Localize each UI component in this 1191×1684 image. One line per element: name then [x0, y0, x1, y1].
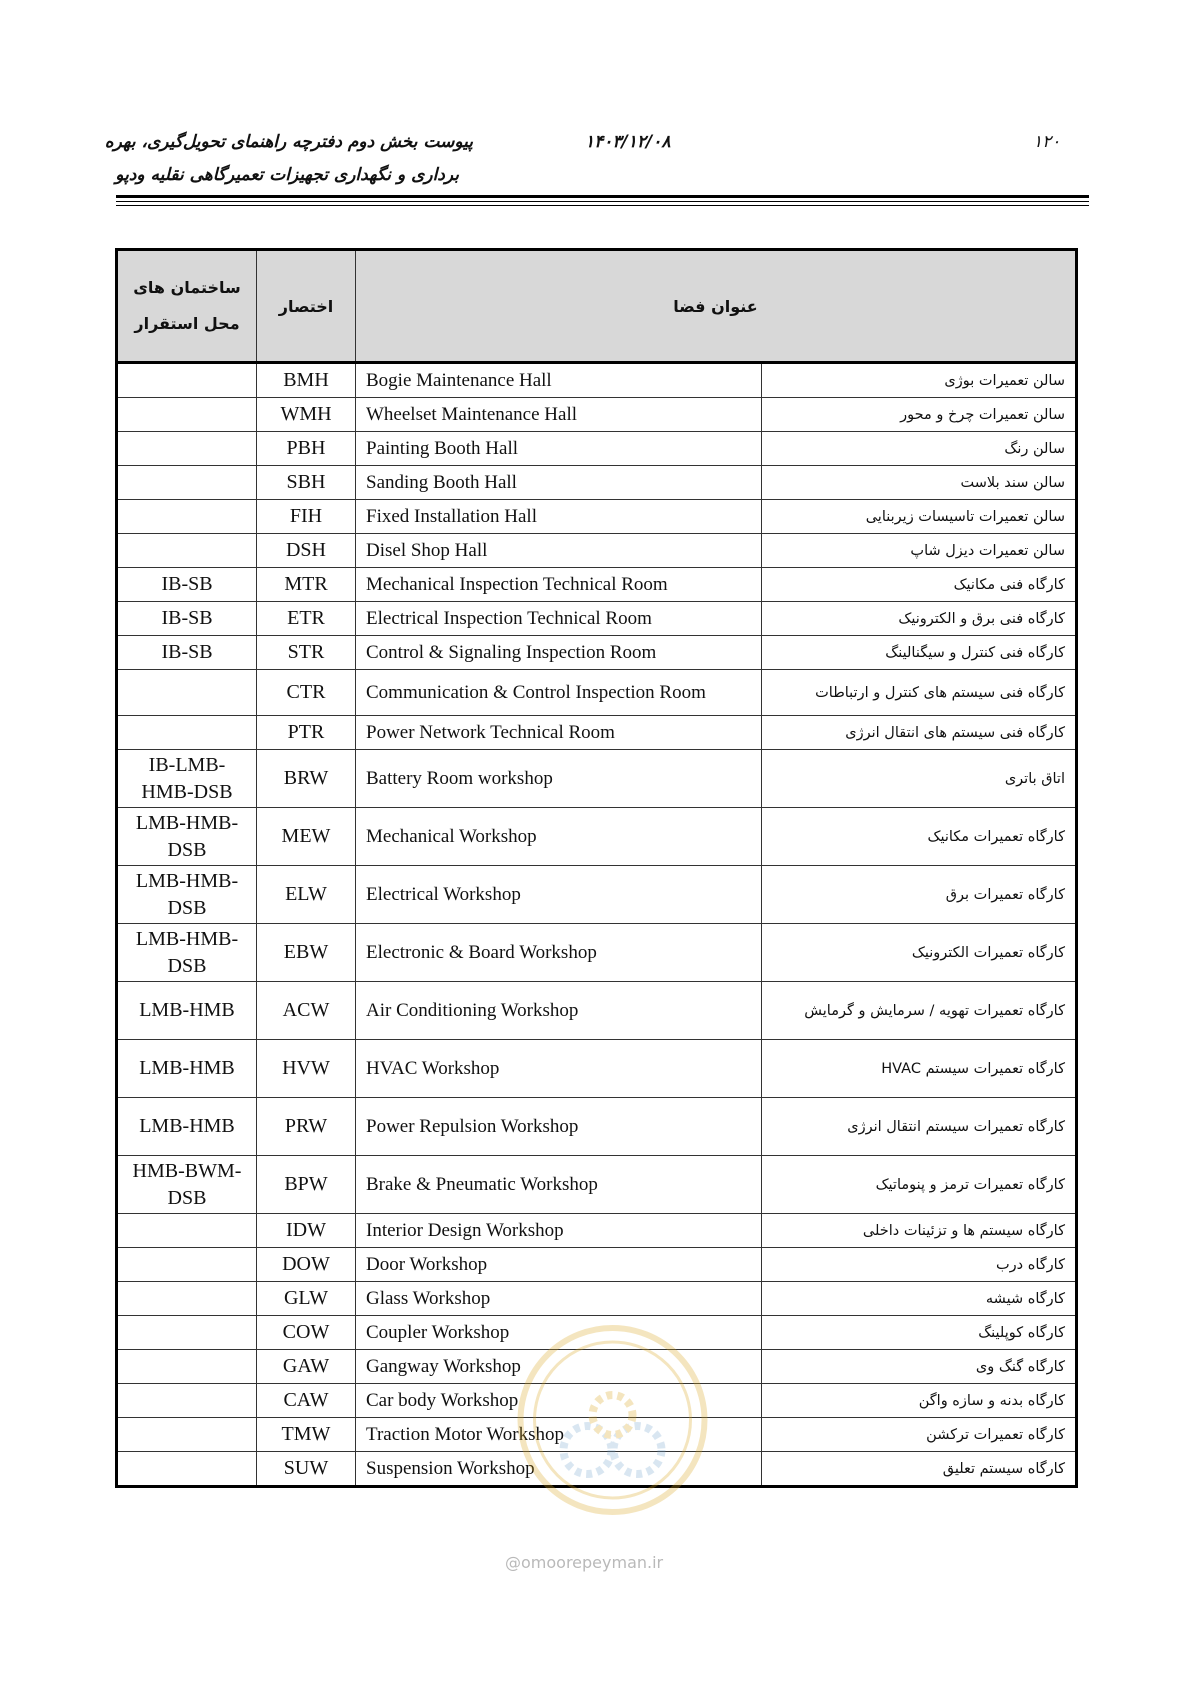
persian-name-cell: سالن تعمیرات بوژی	[762, 363, 1077, 398]
watermark-logo	[510, 1320, 715, 1520]
abbreviation-cell: ACW	[257, 982, 356, 1040]
abbreviation-cell: BRW	[257, 750, 356, 808]
english-name-cell: Mechanical Inspection Technical Room	[356, 568, 762, 602]
table-row	[117, 982, 1077, 1040]
table-row	[117, 1248, 1077, 1282]
persian-name-cell: کارگاه تعمیرات الکترونیک	[762, 924, 1077, 982]
building-cell: LMB-HMB-DSB	[117, 808, 257, 866]
english-name-cell: Sanding Booth Hall	[356, 466, 762, 500]
abbreviation-cell: PBH	[257, 432, 356, 466]
persian-name-cell: کارگاه فنی برق و الکترونیک	[762, 602, 1077, 636]
abbreviation-cell: COW	[257, 1316, 356, 1350]
table-row	[117, 500, 1077, 534]
english-name-cell: HVAC Workshop	[356, 1040, 762, 1098]
table-row	[117, 1214, 1077, 1248]
persian-name-cell: سالن رنگ	[762, 432, 1077, 466]
building-cell: LMB-HMB	[117, 1040, 257, 1098]
table-row	[117, 670, 1077, 716]
abbreviation-cell: IDW	[257, 1214, 356, 1248]
english-name-cell: Battery Room workshop	[356, 750, 762, 808]
english-name-cell: Mechanical Workshop	[356, 808, 762, 866]
building-cell	[117, 1316, 257, 1350]
persian-name-cell: سالن تعمیرات تاسیسات زیربنایی	[762, 500, 1077, 534]
table-row	[117, 398, 1077, 432]
persian-name-cell: سالن تعمیرات دیزل شاپ	[762, 534, 1077, 568]
persian-name-cell: کارگاه تعمیرات سیستم انتقال انرژی	[762, 1098, 1077, 1156]
building-cell: LMB-HMB-DSB	[117, 866, 257, 924]
persian-name-cell: کارگاه فنی مکانیک	[762, 568, 1077, 602]
english-name-cell: Fixed Installation Hall	[356, 500, 762, 534]
building-cell: LMB-HMB	[117, 982, 257, 1040]
table-row	[117, 924, 1077, 982]
header-space-title: عنوان فضا	[356, 250, 1077, 363]
table-row	[117, 1098, 1077, 1156]
table-row	[117, 432, 1077, 466]
document-title-line1: پیوست بخش دوم دفترچه راهنمای تحویل‌گیری، بهره	[104, 132, 473, 152]
english-name-cell: Air Conditioning Workshop	[356, 982, 762, 1040]
abbreviation-cell: EBW	[257, 924, 356, 982]
table-row	[117, 716, 1077, 750]
persian-name-cell: کارگاه شیشه	[762, 1282, 1077, 1316]
english-name-cell: Electronic & Board Workshop	[356, 924, 762, 982]
persian-name-cell: اتاق باتری	[762, 750, 1077, 808]
table-row	[117, 636, 1077, 670]
persian-name-cell: کارگاه کوپلینگ	[762, 1316, 1077, 1350]
persian-name-cell: کارگاه فنی کنترل و سیگنالینگ	[762, 636, 1077, 670]
table-row	[117, 466, 1077, 500]
table-row	[117, 1282, 1077, 1316]
abbreviation-cell: WMH	[257, 398, 356, 432]
persian-name-cell: سالن تعمیرات چرخ و محور	[762, 398, 1077, 432]
persian-name-cell: کارگاه فنی سیستم های کنترل و ارتباطات	[762, 670, 1077, 716]
header-abbreviation: اختصار	[257, 250, 356, 363]
persian-name-cell: کارگاه سیستم ها و تزئینات داخلی	[762, 1214, 1077, 1248]
english-name-cell: Power Network Technical Room	[356, 716, 762, 750]
abbreviation-cell: STR	[257, 636, 356, 670]
building-cell	[117, 1350, 257, 1384]
table-row	[117, 808, 1077, 866]
persian-name-cell: کارگاه تعمیرات مکانیک	[762, 808, 1077, 866]
persian-name-cell: کارگاه تعمیرات تهویه / سرمایش و گرمایش	[762, 982, 1077, 1040]
persian-name-cell: کارگاه تعمیرات سیستم HVAC	[762, 1040, 1077, 1098]
persian-name-cell: کارگاه بدنه و سازه واگن	[762, 1384, 1077, 1418]
persian-name-cell: کارگاه تعمیرات ترکشن	[762, 1418, 1077, 1452]
building-cell: LMB-HMB	[117, 1098, 257, 1156]
building-cell	[117, 1418, 257, 1452]
building-cell	[117, 1248, 257, 1282]
header-rule	[116, 201, 1089, 202]
building-cell	[117, 534, 257, 568]
english-name-cell: Bogie Maintenance Hall	[356, 363, 762, 398]
abbreviation-cell: DSH	[257, 534, 356, 568]
spaces-table	[115, 248, 1078, 1488]
abbreviation-cell: MEW	[257, 808, 356, 866]
building-cell: IB-SB	[117, 568, 257, 602]
table-row	[117, 602, 1077, 636]
building-cell	[117, 500, 257, 534]
footer-watermark: @omoorepeyman.ir	[505, 1553, 664, 1572]
english-name-cell: Glass Workshop	[356, 1282, 762, 1316]
persian-name-cell: کارگاه فنی سیستم های انتقال انرژی	[762, 716, 1077, 750]
building-cell: HMB-BWM-DSB	[117, 1156, 257, 1214]
english-name-cell: Car body Workshop	[356, 1384, 762, 1418]
english-name-cell: Disel Shop Hall	[356, 534, 762, 568]
english-name-cell: Electrical Workshop	[356, 866, 762, 924]
abbreviation-cell: BMH	[257, 363, 356, 398]
header-building: ساختمان های محل استقرار	[117, 250, 257, 363]
building-cell	[117, 398, 257, 432]
abbreviation-cell: PTR	[257, 716, 356, 750]
english-name-cell: Coupler Workshop	[356, 1316, 762, 1350]
abbreviation-cell: BPW	[257, 1156, 356, 1214]
abbreviation-cell: ETR	[257, 602, 356, 636]
abbreviation-cell: HVW	[257, 1040, 356, 1098]
english-name-cell: Painting Booth Hall	[356, 432, 762, 466]
page-header	[0, 0, 1191, 215]
persian-name-cell: کارگاه تعمیرات ترمز و پنوماتیک	[762, 1156, 1077, 1214]
table-row	[117, 568, 1077, 602]
building-cell: IB-LMB-HMB-DSB	[117, 750, 257, 808]
building-cell: LMB-HMB-DSB	[117, 924, 257, 982]
abbreviation-cell: GAW	[257, 1350, 356, 1384]
persian-name-cell: کارگاه تعمیرات برق	[762, 866, 1077, 924]
abbreviation-cell: CTR	[257, 670, 356, 716]
header-rule	[116, 205, 1089, 206]
abbreviation-cell: CAW	[257, 1384, 356, 1418]
abbreviation-cell: PRW	[257, 1098, 356, 1156]
persian-name-cell: کارگاه درب	[762, 1248, 1077, 1282]
header-rule	[116, 195, 1089, 198]
table-row	[117, 363, 1077, 398]
english-name-cell: Communication & Control Inspection Room	[356, 670, 762, 716]
abbreviation-cell: SUW	[257, 1452, 356, 1487]
table-row	[117, 1040, 1077, 1098]
abbreviation-cell: FIH	[257, 500, 356, 534]
building-cell	[117, 1214, 257, 1248]
building-cell	[117, 716, 257, 750]
table-row	[117, 866, 1077, 924]
abbreviation-cell: DOW	[257, 1248, 356, 1282]
english-name-cell: Door Workshop	[356, 1248, 762, 1282]
page-number: ۱۲۰	[1033, 132, 1061, 152]
table-row	[117, 534, 1077, 568]
persian-name-cell: کارگاه گنگ وی	[762, 1350, 1077, 1384]
building-cell	[117, 1384, 257, 1418]
english-name-cell: Electrical Inspection Technical Room	[356, 602, 762, 636]
table-row	[117, 750, 1077, 808]
english-name-cell: Gangway Workshop	[356, 1350, 762, 1384]
building-cell	[117, 363, 257, 398]
abbreviation-cell: GLW	[257, 1282, 356, 1316]
english-name-cell: Power Repulsion Workshop	[356, 1098, 762, 1156]
abbreviation-cell: MTR	[257, 568, 356, 602]
abbreviation-cell: ELW	[257, 866, 356, 924]
building-cell	[117, 670, 257, 716]
document-date: ۱۴۰۳/۱۲/۰۸	[585, 132, 671, 152]
building-cell: IB-SB	[117, 636, 257, 670]
english-name-cell: Interior Design Workshop	[356, 1214, 762, 1248]
building-cell	[117, 432, 257, 466]
english-name-cell: Wheelset Maintenance Hall	[356, 398, 762, 432]
table-row	[117, 1156, 1077, 1214]
english-name-cell: Traction Motor Workshop	[356, 1418, 762, 1452]
abbreviation-cell: TMW	[257, 1418, 356, 1452]
document-title-line2: برداری و نگهداری تجهیزات تعمیرگاهی نقلیه ودپو	[115, 165, 459, 185]
english-name-cell: Suspension Workshop	[356, 1452, 762, 1487]
building-cell	[117, 466, 257, 500]
table-header-row	[117, 250, 1077, 363]
abbreviation-cell: SBH	[257, 466, 356, 500]
building-cell	[117, 1452, 257, 1487]
building-cell	[117, 1282, 257, 1316]
table-body	[117, 363, 1077, 1487]
persian-name-cell: سالن سند بلاست	[762, 466, 1077, 500]
english-name-cell: Control & Signaling Inspection Room	[356, 636, 762, 670]
english-name-cell: Brake & Pneumatic Workshop	[356, 1156, 762, 1214]
persian-name-cell: کارگاه سیستم تعلیق	[762, 1452, 1077, 1487]
building-cell: IB-SB	[117, 602, 257, 636]
